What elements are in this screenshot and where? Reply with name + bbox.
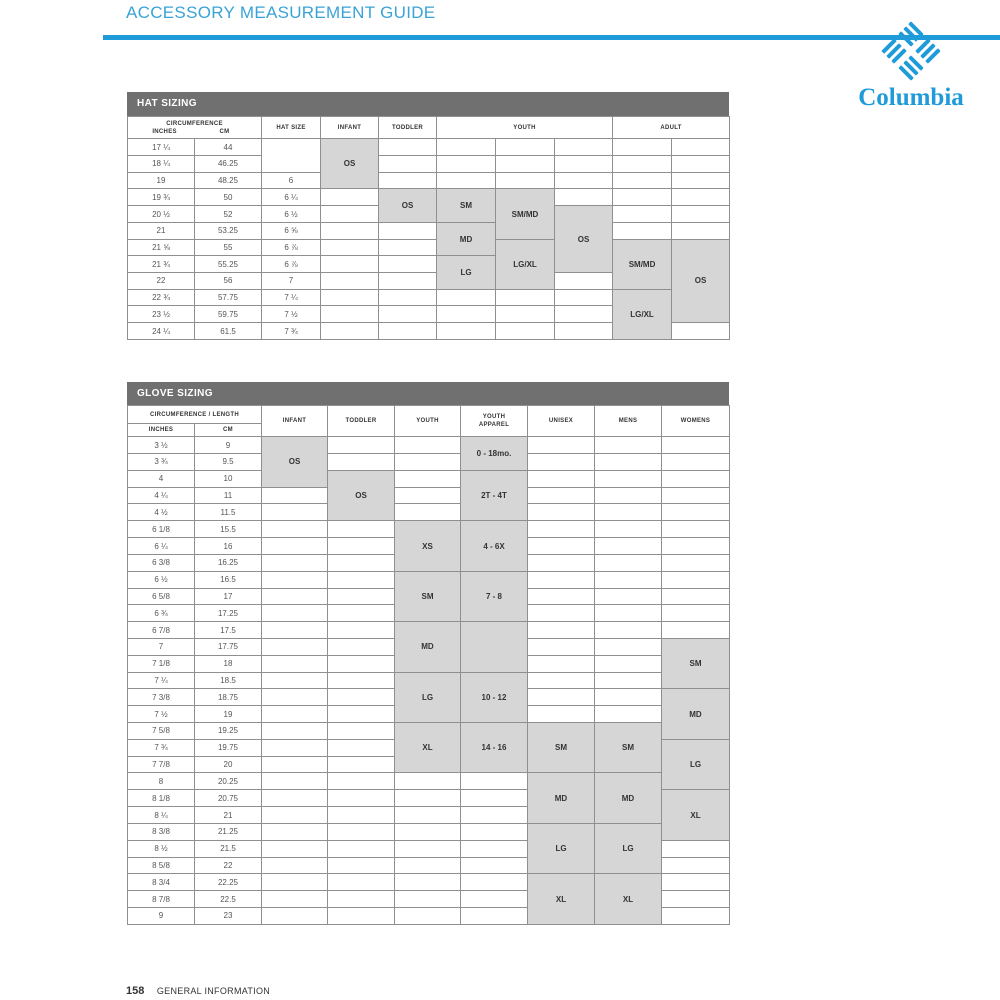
hat-size-cell: 6 ½ (262, 206, 321, 223)
inches-cell: 7 (128, 638, 195, 655)
table-row (128, 172, 730, 189)
cm-cell: 22 (195, 857, 262, 874)
cm-cell: 20 (195, 756, 262, 773)
glove-ya-10-12: 10 - 12 (461, 672, 528, 722)
inches-cell: 6 ¼ (128, 538, 195, 555)
page-number: 158 (126, 985, 145, 997)
inches-cell: 22 ¾ (128, 289, 195, 306)
cm-cell: 20.25 (195, 773, 262, 790)
inches-cell: 7 3/8 (128, 689, 195, 706)
cm-cell: 17.75 (195, 638, 262, 655)
cm-cell: 15.5 (195, 521, 262, 538)
cm-cell: 46.25 (195, 156, 262, 173)
glove-inches-header: INCHES (128, 424, 195, 437)
glove-unisex-md: MD (528, 773, 595, 823)
hat-infant-os: OS (321, 139, 379, 189)
glove-unisex-lg: LG (528, 823, 595, 873)
cm-cell: 17.25 (195, 605, 262, 622)
hat-toddler-os: OS (379, 189, 437, 222)
hat-size-cell: 6 (262, 172, 321, 189)
inches-cell: 22 (128, 273, 195, 290)
cm-cell: 20.75 (195, 790, 262, 807)
cm-cell: 59.75 (195, 306, 262, 323)
cm-cell: 52 (195, 206, 262, 223)
cm-cell: 9 (195, 437, 262, 454)
inches-cell: 24 ¼ (128, 323, 195, 340)
table-row (128, 622, 730, 639)
glove-mens-header: MENS (595, 406, 662, 437)
glove-womens-xl: XL (662, 790, 730, 840)
table-row (128, 487, 730, 504)
cm-cell: 11.5 (195, 504, 262, 521)
glove-infant-os: OS (262, 437, 328, 487)
table-row (128, 874, 730, 891)
table-row (128, 823, 730, 840)
cm-cell: 11 (195, 487, 262, 504)
inches-cell: 4 (128, 470, 195, 487)
hat-size-cell: 6 ⅞ (262, 239, 321, 256)
hat-circumference-header: CIRCUMFERENCE INCHES CM (128, 117, 262, 139)
glove-youth-md: MD (395, 622, 461, 672)
section-name: GENERAL INFORMATION (156, 986, 271, 996)
hat-size-cell: 6 ⅝ (262, 222, 321, 239)
table-row (128, 239, 730, 256)
hat-size-cell (262, 139, 321, 172)
glove-youth-xl: XL (395, 723, 461, 773)
inches-cell: 6 5/8 (128, 588, 195, 605)
inches-cell: 7 1/8 (128, 655, 195, 672)
cm-cell: 55 (195, 239, 262, 256)
glove-mens-sm: SM (595, 723, 662, 773)
cm-cell: 17 (195, 588, 262, 605)
glove-mens-md: MD (595, 773, 662, 823)
glove-ya-14-16: 14 - 16 (461, 723, 528, 773)
table-row (128, 156, 730, 173)
hat-adult-lgxl: LG/XL (613, 289, 672, 339)
cm-cell: 61.5 (195, 323, 262, 340)
brand-logo (846, 18, 976, 118)
hat-size-cell: 6 ¼ (262, 189, 321, 206)
cm-cell: 21 (195, 807, 262, 824)
inches-cell: 19 (128, 172, 195, 189)
glove-womens-md: MD (662, 689, 730, 739)
inches-cell: 8 ¼ (128, 807, 195, 824)
inches-cell: 3 ¾ (128, 454, 195, 471)
inches-cell: 21 ⅝ (128, 239, 195, 256)
inches-cell: 8 5/8 (128, 857, 195, 874)
glove-youth-xs: XS (395, 521, 461, 571)
cm-cell: 44 (195, 139, 262, 156)
cm-cell: 48.25 (195, 172, 262, 189)
inches-cell: 7 ¼ (128, 672, 195, 689)
page-title: ACCESSORY MEASUREMENT GUIDE (126, 3, 436, 22)
glove-womens-sm: SM (662, 638, 730, 688)
hat-adult-os: OS (672, 239, 730, 323)
hat-sizing-table (127, 116, 730, 340)
table-row (128, 672, 730, 689)
glove-mens-xl: XL (595, 874, 662, 925)
glove-sizing-table (127, 405, 730, 925)
inches-cell: 8 1/8 (128, 790, 195, 807)
cm-cell: 53.25 (195, 222, 262, 239)
glove-toddler-header: TODDLER (328, 406, 395, 437)
cm-cell: 9.5 (195, 454, 262, 471)
glove-youth-sm: SM (395, 571, 461, 621)
table-row (128, 773, 730, 790)
cm-cell: 23 (195, 907, 262, 924)
page-footer (126, 985, 270, 997)
glove-mens-lg: LG (595, 823, 662, 873)
cm-cell: 50 (195, 189, 262, 206)
cm-cell: 19 (195, 706, 262, 723)
inches-cell: 21 (128, 222, 195, 239)
cm-cell: 57.75 (195, 289, 262, 306)
hat-adult-smmd: SM/MD (613, 239, 672, 289)
table-row (128, 723, 730, 740)
glove-unisex-header: UNISEX (528, 406, 595, 437)
inches-cell: 18 ¼ (128, 156, 195, 173)
inches-cell: 6 7/8 (128, 622, 195, 639)
hat-youth-sm: SM (437, 189, 496, 222)
inches-cell: 8 3/8 (128, 823, 195, 840)
table-row (128, 437, 730, 454)
inches-cell: 7 ¾ (128, 739, 195, 756)
inches-cell: 8 ½ (128, 840, 195, 857)
glove-womens-lg: LG (662, 739, 730, 789)
glove-ya-7-8: 7 - 8 (461, 571, 528, 621)
cm-cell: 16.5 (195, 571, 262, 588)
cm-cell: 21.25 (195, 823, 262, 840)
inches-cell: 7 7/8 (128, 756, 195, 773)
table-row (128, 521, 730, 538)
glove-ya-2t-4t: 2T - 4T (461, 470, 528, 520)
glove-womens-header: WOMENS (662, 406, 730, 437)
glove-circumference-header: CIRCUMFERENCE / LENGTH (128, 406, 262, 424)
hat-sizing-title: HAT SIZING (127, 92, 729, 116)
hat-size-cell: 7 ¼ (262, 289, 321, 306)
glove-ya-0-18mo: 0 - 18mo. (461, 437, 528, 471)
table-row (128, 571, 730, 588)
inches-cell: 6 ¾ (128, 605, 195, 622)
hat-youth-os: OS (555, 206, 613, 273)
cm-cell: 18.75 (195, 689, 262, 706)
columbia-diamond-icon (878, 18, 944, 84)
glove-youth-lg: LG (395, 672, 461, 722)
glove-ya-blank (461, 622, 528, 672)
cm-cell: 18 (195, 655, 262, 672)
inches-cell: 6 ½ (128, 571, 195, 588)
hat-youth-lgxl: LG/XL (496, 239, 555, 289)
glove-toddler-os: OS (328, 470, 395, 520)
table-row (128, 504, 730, 521)
cm-cell: 16 (195, 538, 262, 555)
cm-cell: 16.25 (195, 554, 262, 571)
cm-cell: 21.5 (195, 840, 262, 857)
inches-cell: 8 7/8 (128, 891, 195, 908)
inches-cell: 8 (128, 773, 195, 790)
table-row (128, 289, 730, 306)
glove-sizing-title: GLOVE SIZING (127, 382, 729, 406)
hat-size-cell: 6 ⅞ (262, 256, 321, 273)
inches-cell: 3 ½ (128, 437, 195, 454)
glove-cm-header: CM (195, 424, 262, 437)
hat-size-cell: 7 ½ (262, 306, 321, 323)
glove-unisex-sm: SM (528, 723, 595, 773)
table-row (128, 470, 730, 487)
inches-cell: 21 ¾ (128, 256, 195, 273)
glove-ya-4-6x: 4 - 6X (461, 521, 528, 571)
inches-cell: 19 ¾ (128, 189, 195, 206)
glove-infant-header: INFANT (262, 406, 328, 437)
cm-cell: 17.5 (195, 622, 262, 639)
inches-cell: 7 ½ (128, 706, 195, 723)
cm-cell: 10 (195, 470, 262, 487)
cm-cell: 55.25 (195, 256, 262, 273)
hat-adult-header: ADULT (613, 117, 730, 139)
hat-size-cell: 7 (262, 273, 321, 290)
cm-cell: 19.75 (195, 739, 262, 756)
inches-cell: 4 ½ (128, 504, 195, 521)
cm-cell: 22.25 (195, 874, 262, 891)
hat-youth-lg: LG (437, 256, 496, 289)
inches-cell: 9 (128, 907, 195, 924)
hat-youth-header: YOUTH (437, 117, 613, 139)
hat-youth-md: MD (437, 222, 496, 255)
glove-unisex-xl: XL (528, 874, 595, 925)
cm-cell: 19.25 (195, 723, 262, 740)
inches-cell: 20 ½ (128, 206, 195, 223)
hat-size-cell: 7 ¾ (262, 323, 321, 340)
hat-header-row (128, 117, 730, 139)
hat-infant-header: INFANT (321, 117, 379, 139)
inches-cell: 4 ¼ (128, 487, 195, 504)
inches-cell: 6 3/8 (128, 554, 195, 571)
hat-size-header: HAT SIZE (262, 117, 321, 139)
table-row (128, 139, 730, 156)
inches-cell: 8 3/4 (128, 874, 195, 891)
inches-cell: 6 1/8 (128, 521, 195, 538)
inches-cell: 17 ¼ (128, 139, 195, 156)
inches-cell: 23 ½ (128, 306, 195, 323)
hat-toddler-header: TODDLER (379, 117, 437, 139)
table-row (128, 222, 730, 239)
cm-cell: 22.5 (195, 891, 262, 908)
glove-youth-apparel-header: YOUTH APPAREL (461, 406, 528, 437)
cm-cell: 18.5 (195, 672, 262, 689)
cm-cell: 56 (195, 273, 262, 290)
hat-youth-smmd: SM/MD (496, 189, 555, 239)
glove-youth-header: YOUTH (395, 406, 461, 437)
glove-header-row (128, 406, 730, 424)
inches-cell: 7 5/8 (128, 723, 195, 740)
table-row (128, 454, 730, 471)
table-row (128, 189, 730, 206)
brand-name: Columbia (858, 84, 964, 111)
